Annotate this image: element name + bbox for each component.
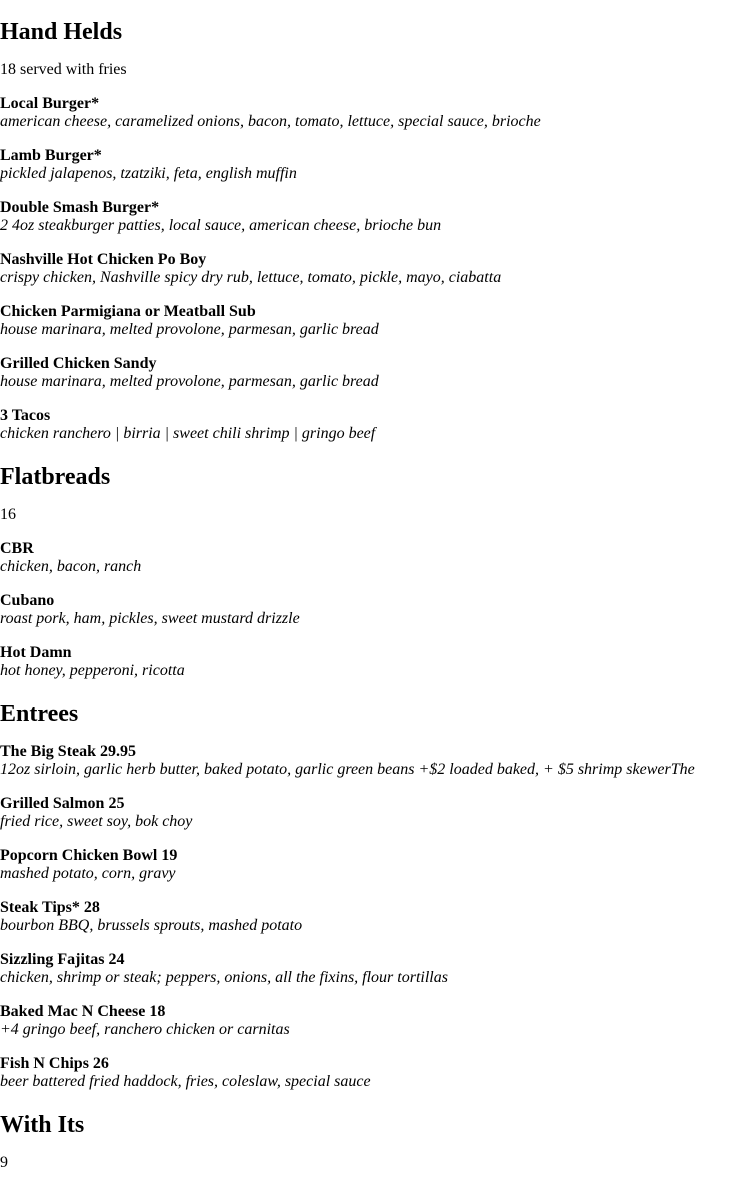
- menu-item-description: 12oz sirloin, garlic herb butter, baked potato, garlic green beans +$2 loaded baked, + $5 shrimp skewerThe: [0, 761, 695, 778]
- menu-item-name: Cubano: [0, 592, 55, 609]
- menu-item-name: Hot Damn: [0, 644, 72, 661]
- section-note-with-its: 9: [0, 1154, 8, 1171]
- menu-item: [0, 540, 734, 576]
- menu-item-description: +4 gringo beef, ranchero chicken or carnitas: [0, 1021, 290, 1038]
- menu-item-name: Local Burger*: [0, 95, 100, 112]
- menu-item-description: roast pork, ham, pickles, sweet mustard drizzle: [0, 610, 300, 627]
- menu-item-description: chicken, shrimp or steak; peppers, onions, all the fixins, flour tortillas: [0, 969, 448, 986]
- menu-item-name: Popcorn Chicken Bowl 19: [0, 847, 178, 864]
- menu-item-description: mashed potato, corn, gravy: [0, 865, 176, 882]
- menu-item: [0, 1003, 734, 1039]
- menu-item-name: CBR: [0, 540, 34, 557]
- menu-item-description: fried rice, sweet soy, bok choy: [0, 813, 193, 830]
- menu-item: [0, 847, 734, 883]
- menu-item-name: Grilled Chicken Sandy: [0, 355, 157, 372]
- section-title-with-its: With Its: [0, 1112, 85, 1138]
- menu-item: [0, 951, 734, 987]
- menu-item-name: Fish N Chips 26: [0, 1055, 109, 1072]
- menu-item-name: Baked Mac N Cheese 18: [0, 1003, 166, 1020]
- section-note-hand-helds: 18 served with fries: [0, 61, 127, 78]
- menu-item-description: chicken ranchero | birria | sweet chili shrimp | gringo beef: [0, 425, 376, 442]
- menu-item: [0, 743, 734, 779]
- menu-item-name: 3 Tacos: [0, 407, 51, 424]
- menu-item: [0, 644, 734, 680]
- menu-item: [0, 592, 734, 628]
- menu-item-description: chicken, bacon, ranch: [0, 558, 142, 575]
- menu-item: [0, 199, 734, 235]
- menu-item-description: pickled jalapenos, tzatziki, feta, english muffin: [0, 165, 297, 182]
- menu-item-name: Double Smash Burger*: [0, 199, 160, 216]
- menu-item-name: Nashville Hot Chicken Po Boy: [0, 251, 207, 268]
- section-title-flatbreads: Flatbreads: [0, 464, 111, 490]
- menu-item-description: house marinara, melted provolone, parmesan, garlic bread: [0, 373, 379, 390]
- menu-item-description: american cheese, caramelized onions, bacon, tomato, lettuce, special sauce, brioche: [0, 113, 541, 130]
- menu-item: [0, 147, 734, 183]
- menu-item-description: hot honey, pepperoni, ricotta: [0, 662, 185, 679]
- menu-item: [0, 795, 734, 831]
- menu-item-name: Chicken Parmigiana or Meatball Sub: [0, 303, 256, 320]
- menu-item: [0, 407, 734, 443]
- menu-item: [0, 95, 734, 131]
- menu-item: [0, 899, 734, 935]
- menu-item-name: Grilled Salmon 25: [0, 795, 125, 812]
- menu-item-name: Steak Tips* 28: [0, 899, 100, 916]
- menu-item: [0, 1055, 734, 1091]
- section-title-entrees: Entrees: [0, 701, 79, 727]
- section-note-flatbreads: 16: [0, 506, 16, 523]
- menu-item-name: Lamb Burger*: [0, 147, 102, 164]
- menu-item-description: crispy chicken, Nashville spicy dry rub, lettuce, tomato, pickle, mayo, ciabatta: [0, 269, 502, 286]
- menu-item-description: house marinara, melted provolone, parmesan, garlic bread: [0, 321, 379, 338]
- menu-item-name: Sizzling Fajitas 24: [0, 951, 125, 968]
- menu-item-description: beer battered fried haddock, fries, coleslaw, special sauce: [0, 1073, 371, 1090]
- menu-item: [0, 251, 734, 287]
- menu-item-description: bourbon BBQ, brussels sprouts, mashed potato: [0, 917, 303, 934]
- menu-item: [0, 355, 734, 391]
- menu-item-name: The Big Steak 29.95: [0, 743, 137, 760]
- menu-item-description: 2 4oz steakburger patties, local sauce, american cheese, brioche bun: [0, 217, 442, 234]
- menu-item: [0, 303, 734, 339]
- section-title-hand-helds: Hand Helds: [0, 19, 123, 45]
